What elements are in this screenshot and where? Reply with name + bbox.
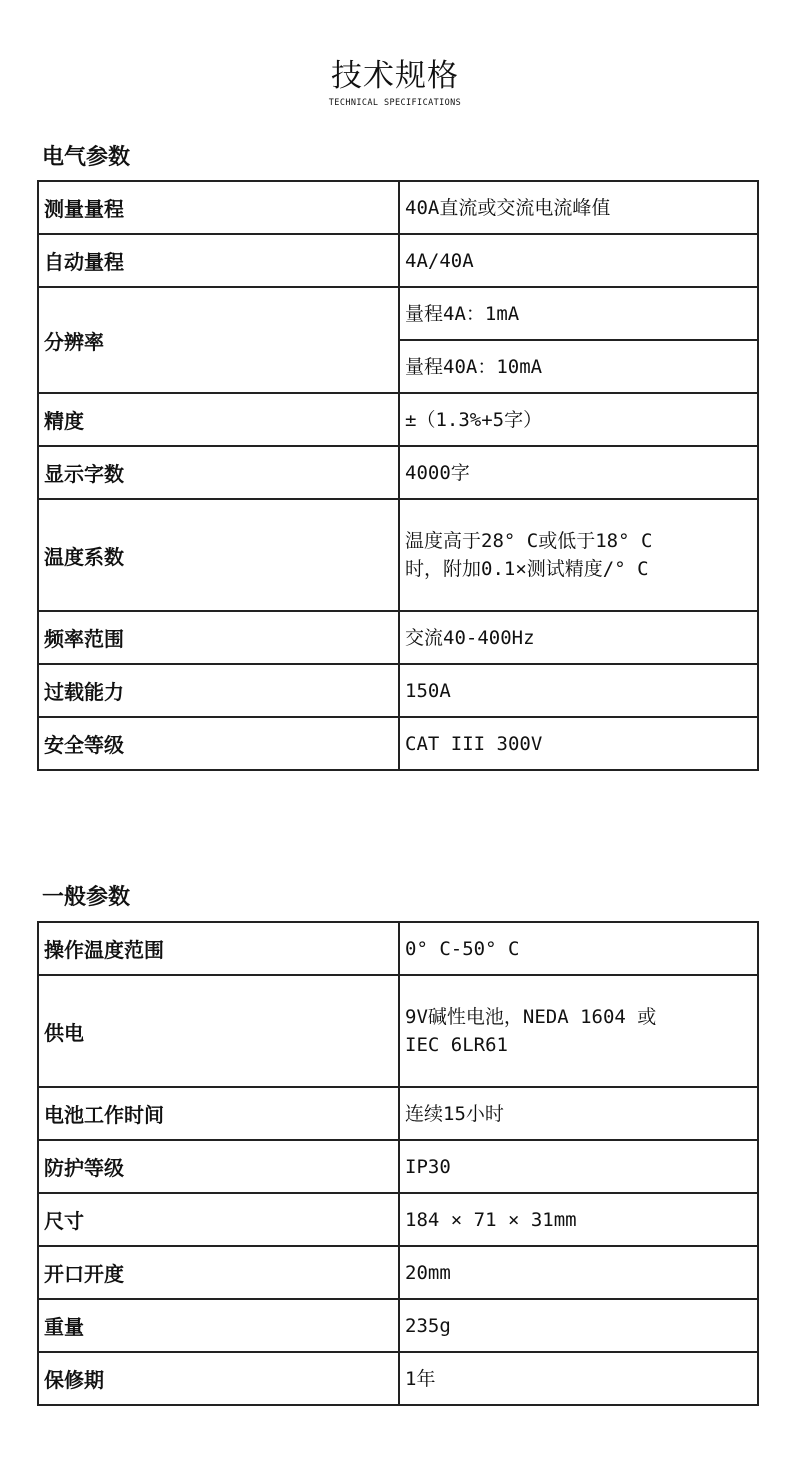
row-value: 1年 — [399, 1352, 758, 1405]
table-row — [38, 1246, 758, 1299]
row-label: 温度系数 — [38, 499, 399, 611]
page-title: 技术规格 — [331, 58, 459, 94]
row-value: 4A/40A — [399, 234, 758, 287]
electrical-spec-table — [37, 180, 759, 771]
table-row — [38, 181, 758, 234]
table-row — [38, 1087, 758, 1140]
row-value: 量程4A：1mA — [399, 287, 758, 340]
table-row — [38, 1140, 758, 1193]
table-row — [38, 499, 758, 611]
row-label: 保修期 — [38, 1352, 399, 1405]
row-value: IP30 — [399, 1140, 758, 1193]
table-row — [38, 975, 758, 1087]
row-label: 频率范围 — [38, 611, 399, 664]
row-label: 精度 — [38, 393, 399, 446]
row-label: 防护等级 — [38, 1140, 399, 1193]
row-value: 交流40-400Hz — [399, 611, 758, 664]
row-value: 20mm — [399, 1246, 758, 1299]
row-label: 自动量程 — [38, 234, 399, 287]
page-subtitle: TECHNICAL SPECIFICATIONS — [328, 98, 462, 108]
row-value: 0° C-50° C — [399, 922, 758, 975]
general-section-title: 一般参数 — [42, 885, 131, 910]
row-value: CAT III 300V — [399, 717, 758, 770]
row-label: 分辨率 — [38, 287, 399, 393]
row-label: 供电 — [38, 975, 399, 1087]
row-label: 操作温度范围 — [38, 922, 399, 975]
general-spec-table — [37, 921, 759, 1406]
table-row — [38, 611, 758, 664]
table-row — [38, 393, 758, 446]
row-value: 40A直流或交流电流峰值 — [399, 181, 758, 234]
row-label: 开口开度 — [38, 1246, 399, 1299]
table-row — [38, 287, 758, 340]
row-label: 测量量程 — [38, 181, 399, 234]
table-row — [38, 446, 758, 499]
row-value: 184 × 71 × 31mm — [399, 1193, 758, 1246]
table-row — [38, 1299, 758, 1352]
row-label: 过载能力 — [38, 664, 399, 717]
table-row — [38, 664, 758, 717]
row-value: 150A — [399, 664, 758, 717]
row-label: 尺寸 — [38, 1193, 399, 1246]
row-label: 电池工作时间 — [38, 1087, 399, 1140]
row-label: 重量 — [38, 1299, 399, 1352]
table-row — [38, 717, 758, 770]
row-value: 4000字 — [399, 446, 758, 499]
row-value: 9V碱性电池，NEDA 1604 或 IEC 6LR61 — [399, 975, 758, 1087]
table-row — [38, 922, 758, 975]
row-label: 安全等级 — [38, 717, 399, 770]
row-value: 235g — [399, 1299, 758, 1352]
row-label: 显示字数 — [38, 446, 399, 499]
row-value: 温度高于28° C或低于18° C 时，附加0.1×测试精度/° C — [399, 499, 758, 611]
table-row — [38, 234, 758, 287]
table-row — [38, 1352, 758, 1405]
electrical-section-title: 电气参数 — [42, 145, 131, 170]
row-value: 连续15小时 — [399, 1087, 758, 1140]
row-value: 量程40A：10mA — [399, 340, 758, 393]
row-value: ±（1.3%+5字） — [399, 393, 758, 446]
table-row — [38, 1193, 758, 1246]
